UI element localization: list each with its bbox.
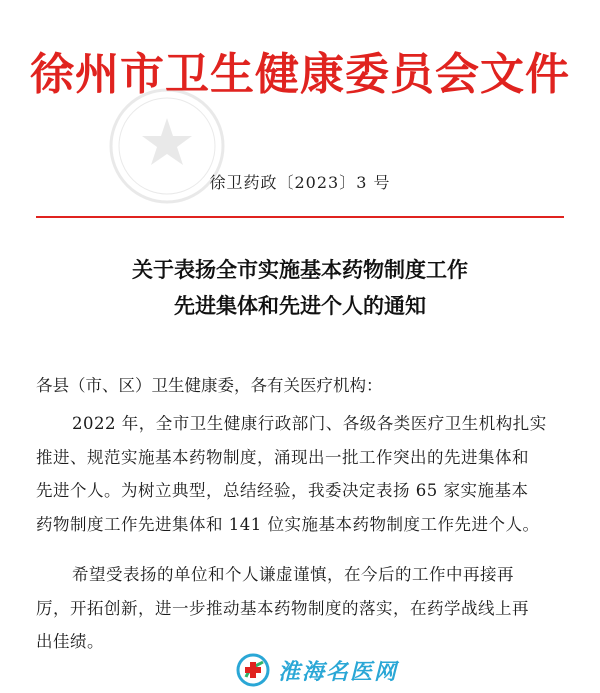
body-paragraph-2 [36,558,566,659]
paragraph-line: 推进、规范实施基本药物制度，涌现出一批工作突出的先进集体和 [36,447,529,467]
medical-cross-logo-icon [236,653,270,687]
salutation: 各县（市、区）卫生健康委，各有关医疗机构： [36,376,383,395]
paragraph-line: 先进个人。为树立典型，总结经验，我委决定表扬 65 家实施基本 [36,481,529,500]
document-number: 徐卫药政〔2023〕3 号 [209,173,391,192]
notice-title-line-2: 先进集体和先进个人的通知 [174,293,426,318]
red-divider-line [36,216,564,218]
notice-title [0,252,600,324]
issuing-authority-title: 徐州市卫生健康委员会文件 [30,49,570,100]
paragraph-line: 2022 年，全市卫生健康行政部门、各级各类医疗卫生机构扎实 [72,414,547,433]
paragraph-line: 药物制度工作先进集体和 141 位实施基本药物制度工作先进个人。 [36,514,540,534]
paragraph-line: 希望受表扬的单位和个人谦虚谨慎，在今后的工作中再接再 [72,565,514,584]
paragraph-line: 厉，开拓创新，进一步推动基本药物制度的落实，在药学战线上再 [36,598,529,618]
watermark-text: 淮海名医网 [278,659,399,685]
body-paragraph-1 [36,407,566,541]
paragraph-line: 出佳绩。 [36,632,104,651]
notice-title-line-1: 关于表扬全市实施基本药物制度工作 [132,257,468,282]
site-watermark [236,652,398,688]
